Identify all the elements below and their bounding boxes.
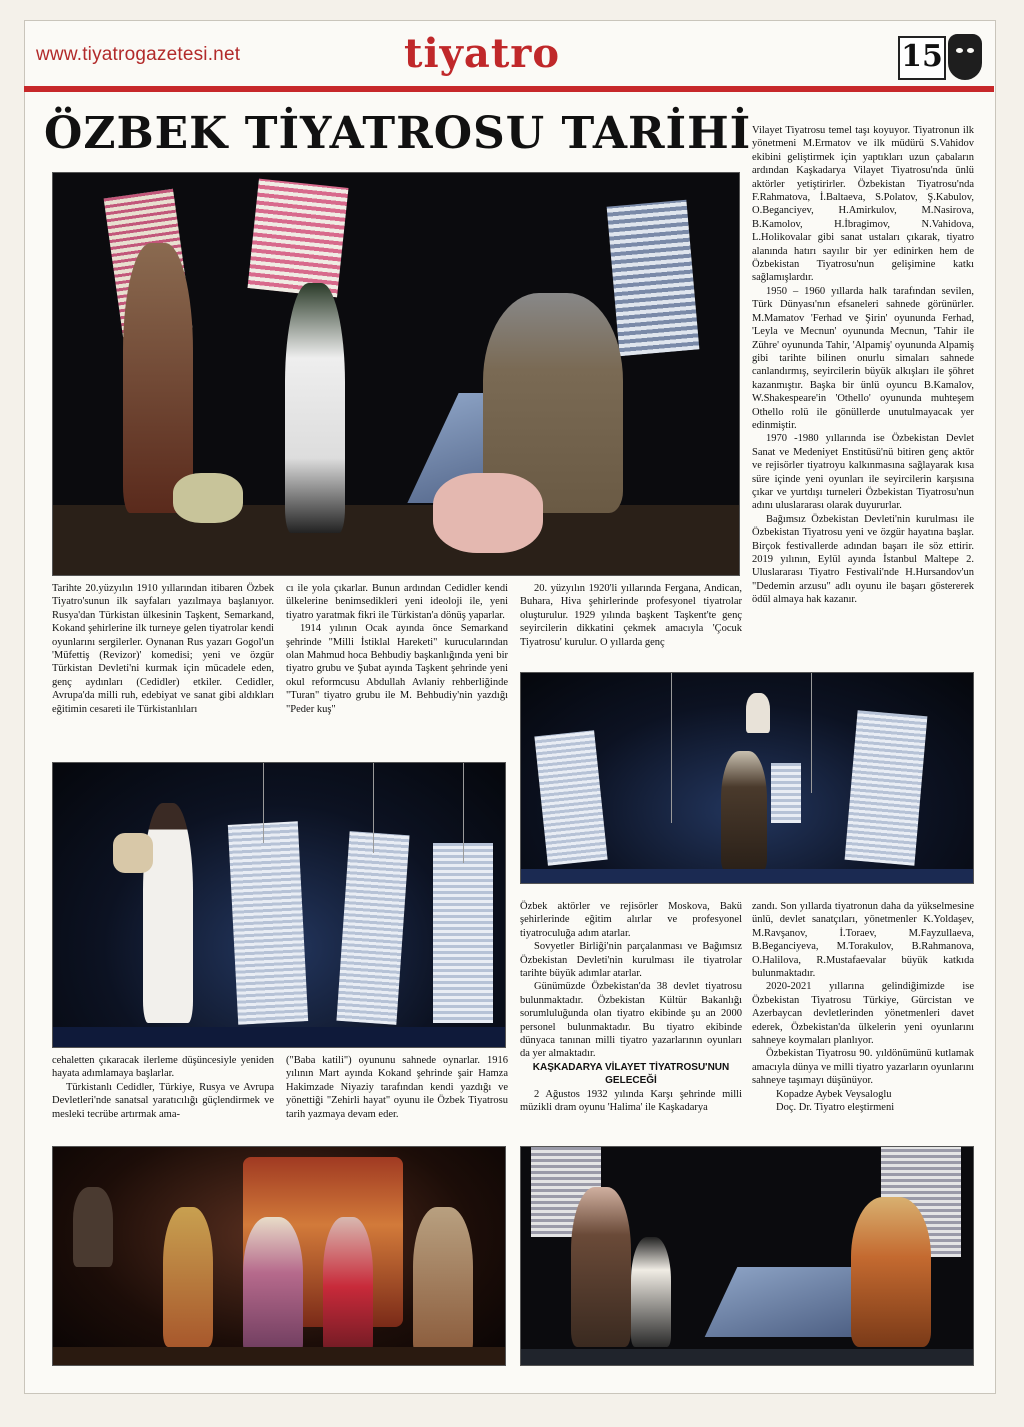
paragraph: Sovyetler Birliği'nin parçalanması ve Bağımsız Özbekistan Devleti'nin kurulması ile tiyatrolar tarihte büyük adımlar atarlar. bbox=[520, 941, 742, 980]
paragraph: ("Baba katili") oyununu sahnede oynarlar. 1916 yılının Mart ayında Kokand şehrinde şair Hamza Hakimzade Niyaziy tarafından kendi yazdığı ve yönettiği "Zehirli hayat" oyunu ile Özbek Tiyatrosu tarih yazmaya devam eder. bbox=[286, 1055, 508, 1120]
logo-text: tiyatro bbox=[404, 30, 561, 77]
column-c-middle bbox=[520, 900, 742, 1132]
author-name: Kopadze Aybek Veysaloglu bbox=[776, 1088, 892, 1100]
photo-stage-scene-ensemble bbox=[52, 1146, 506, 1366]
paragraph: 2 Ağustos 1932 yılında Karşı şehrinde milli müzikli dram oyunu 'Halima' ile Kaşkadarya bbox=[520, 1088, 742, 1114]
paragraph: zandı. Son yıllarda tiyatronun daha da yükselmesine ünlü, devlet sanatçıları, yönetmenler K.Yoldaşev, M.Ravşanov, İ.Toraev, M.Fayzullaeva, B.Beganciyeva, M.Torakulov, B.Rahmanova, O.Halilova, R.Mustafaevalar büyük katkıda bulunmaktadır. bbox=[752, 901, 974, 980]
photo-stage-scene-main bbox=[52, 172, 740, 576]
paragraph: 20. yüzyılın 1920'li yıllarında Fergana, Andican, Buhara, Hiva şehirlerinde profesyonel tiyatrolar oluşturulur. 1929 yılında başkent Taşkent'te genç seyircilerin dikkatini çekmek amacıyla 'Çocuk Tiyatrosu' kurulur. O yıllarda genç bbox=[520, 583, 742, 648]
paragraph: 1950 – 1960 yıllarda halk tarafından sevilen, Türk Dünyası'nın efsaneleri sahnede görünürler. M.Mamatov 'Ferhad ve Şirin' oyununda Ferhad, 'Leyla ve Mecnun' oyununda Mecnun, 'Tahir ile Zühre' oyununda Tahir, 'Alpamiş' oyununda Alpamiş gibi tarihte bilinen onurlu simaları sahnede canlandırmış, seyircilerin büyük alkışları ile şöhret kazanmıştır. Başka bir ünlü oyuncu B.Kamalov, W.Shakespeare'in 'Othello' oyununda muhteşem Othello rolü ile gönüllerde unutulmayacak yer edinmiştir. bbox=[752, 285, 974, 431]
paragraph: Türkistanlı Cedidler, Türkiye, Rusya ve Avrupa Devletleri'nde sanatsal yaratıcılığı güçlendirmek ve mesleki tecrübe artırmak ama- bbox=[52, 1081, 274, 1120]
paragraph: cı ile yola çıkarlar. Bunun ardından Cedidler kendi ülkelerine benimsedikleri yeni ideoloji ile, yeni tiyatro yaratmak fikri ile Türkistan'a dönüş yaparlar. bbox=[286, 583, 508, 621]
paragraph: Tarihte 20.yüzyılın 1910 yıllarından itibaren Özbek Tiyatro'sunun ilk sayfaları yazılmaya başlanıyor. Rusya'dan Türkistan ülkesinin Taşkent, Semarkand, Kokand şehirlerine ilk turneye gelen tiyatrolar kendi oyunlarını sergilerler. Oynanan Rus yazarı Gogol'un 'Müfettiş (Revizor)' komedisi; yeni ve özgür Türkistan Devleti'ni kurmak için mücadele eden, genç aydınları (Cedidler) etkiler. Cedidler, Avrupa'da milli ruh, edebiyat ve sanat gibi aldıkları eğitimin cesareti ile Türkistanlıları bbox=[52, 583, 274, 715]
photo-stage-scene-dancer bbox=[52, 762, 506, 1048]
paragraph: Günümüzde Özbekistan'da 38 devlet tiyatrosu bulunmaktadır. Özbekistan Kültür Bakanlığı sorumluluğunda olan tiyatro ekibinde şu an 2000 personel bulunmaktadır. Bu tiyatro ekibinde dünyaca tanınan milli tiyatro yazarlarının oyunları da yer almaktadır. bbox=[520, 981, 742, 1060]
column-d-middle bbox=[752, 900, 974, 1132]
paragraph: Bağımsız Özbekistan Devleti'nin kurulması ile Özbekistan Tiyatrosu yeni ve özgür hayatına başlar. Birçok festivallerde adından başarı ile söz ettirir. 2019 yılının, Eylül ayında İstanbul Maltepe 2. Uluslararası Tiyatro Festivali'nde H.Hursandov'un "Dedemin arzusu" adlı oyunu ile başarı göstererek ödül almaya hak kazanır. bbox=[752, 513, 974, 606]
header-rule bbox=[24, 86, 994, 92]
paragraph: 2020-2021 yıllarına gelindiğimizde ise Özbekistan Tiyatrosu Türkiye, Gürcistan ve Azerbaycan devletlerinden yönetmenleri davet ederek, Özbekistan'da ülkelerin yeni oyunlarını sahneye koymaları planlıyor. bbox=[752, 981, 974, 1047]
author-title: Doç. Dr. Tiyatro eleştirmeni bbox=[776, 1102, 895, 1114]
column-a-top bbox=[52, 582, 274, 742]
website-url[interactable]: www.tiyatrogazetesi.net bbox=[36, 44, 241, 65]
column-d-top bbox=[752, 124, 974, 668]
paragraph: Vilayet Tiyatrosu temel taşı koyuyor. Tiyatronun ilk yönetmeni M.Ermatov ve ilk müdürü S.Vahidov ekibini geliştirmek için yaptıkları uzun çabaların ardından Kaşkadarya Vilayet Tiyatrosu'nda ünlü aktörler yetiştirirler. Özbekistan Tiyatrosu'nda F.Rahmatova, İ.Baltaeva, S.Polatov, Ş.Kabulov, O.Beganciyev, H.Amirkulov, M.Nasirova, B.Kamolov, H.İbragimov, N.Vahidova, L.Holikovalar gibi sanat ustaları çıkarak, tiyatro alanında hatırı sayılır bir yer edinirken hem de Özbekistan Tiyatrosu'nun gelişimine katkı sağlamışlardır. bbox=[752, 125, 974, 284]
page-number: 15 bbox=[898, 36, 946, 80]
paragraph: 1970 -1980 yıllarında ise Özbekistan Devlet Sanat ve Medeniyet Enstitüsü'nü bitiren genç aktör ve rejisörler tiyatroyu kalkınmasına sağlayarak kısa süre içinde yeni oyunları ile seyircilerin karşısına çıkar ve yurtdışı turneleri Özbekistan Tiyatrosu'nun adını uluslararası olarak duyururlar. bbox=[752, 433, 974, 512]
column-c-top bbox=[520, 582, 742, 662]
paragraph: Özbek aktörler ve rejisörler Moskova, Bakü şehirlerinde eğitim alırlar ve profesyonel tiyatroculuğa adım atarlar. bbox=[520, 901, 742, 939]
paragraph: Özbekistan Tiyatrosu 90. yıldönümünü kutlamak amacıyla dünya ve milli tiyatro yazarların oyunlarını sahneye taşımayı düşünüyor. bbox=[752, 1048, 974, 1087]
column-b-bottom bbox=[286, 1054, 508, 1134]
paragraph: cehaletten çıkaracak ilerleme düşüncesiyle yeniden hayata adımlamaya başlarlar. bbox=[52, 1055, 274, 1080]
photo-stage-scene-puppet bbox=[520, 672, 974, 884]
masthead-logo bbox=[404, 30, 560, 77]
paragraph: 1914 yılının Ocak ayında önce Semarkand şehrinde "Milli İstiklal Hareketi" kurucularından olan Mahmud hoca Behbudiy başkanlığında yeni bir tiyatro grubu ve Şubat ayında Taşkent şehrinde yeni okul reformcusu Abdullah Avlaniy rehberliğinde "Turan" tiyatro grubu ile M. Behbudiy'nin yazdığı "Peder kuş" bbox=[286, 623, 508, 715]
photo-stage-scene-finale bbox=[520, 1146, 974, 1366]
theatre-mask-icon bbox=[948, 34, 982, 80]
article-title: ÖZBEK TİYATROSU TARİHİ bbox=[44, 108, 752, 159]
section-subheading: KAŞKADARYA VİLAYET TİYATROSU'NUN GELECEĞİ bbox=[532, 1061, 730, 1087]
column-b-top bbox=[286, 582, 508, 742]
column-a-bottom bbox=[52, 1054, 274, 1134]
